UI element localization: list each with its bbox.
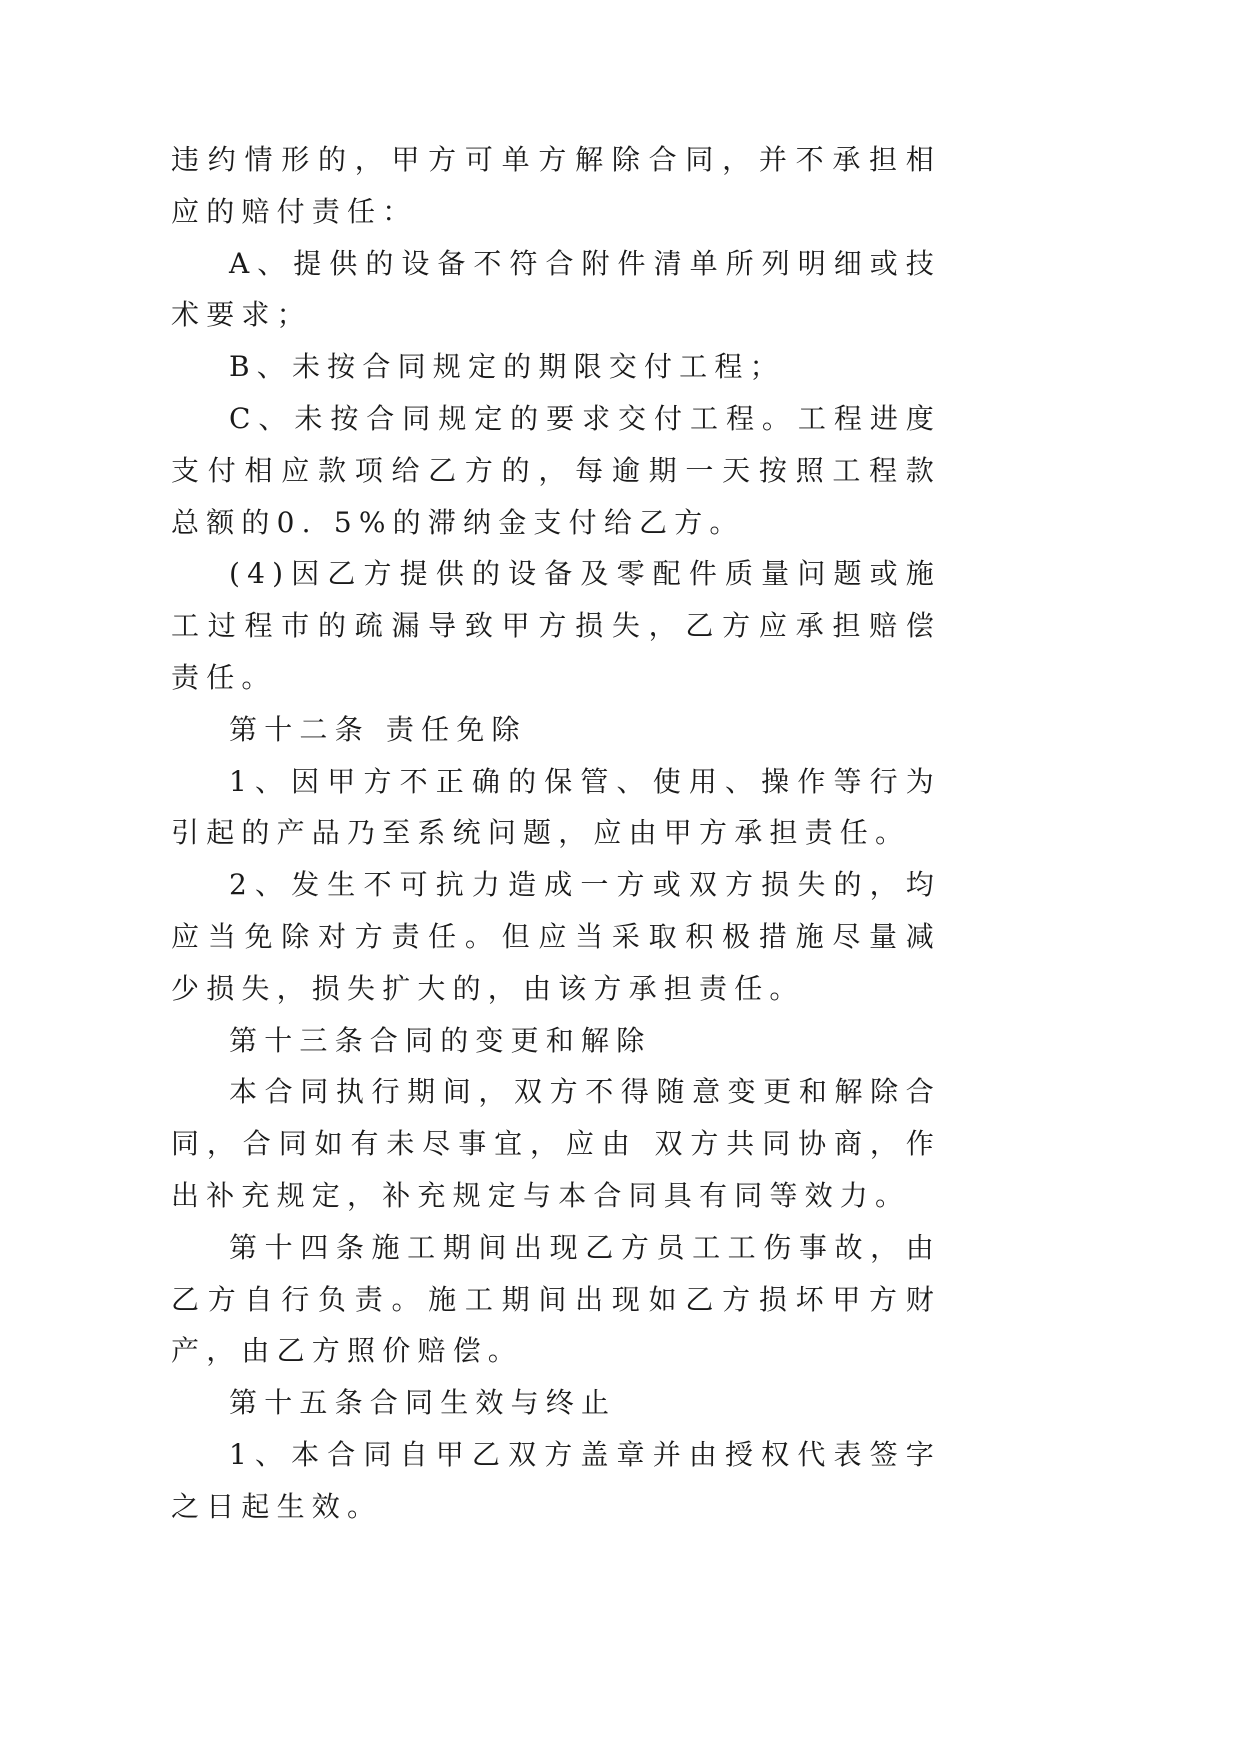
article-13-heading: 第十三条合同的变更和解除 [229, 1023, 652, 1057]
paragraph-termination-conditions: 违约情形的，甲方可单方解除合同，并不承担相应的赔付责任： [171, 143, 941, 228]
article-14-body: 第十四条施工期间出现乙方员工工伤事故，由乙方自行负责。施工期间出现如乙方损坏甲方财产，由乙方照价赔偿。 [171, 1230, 941, 1368]
article-13-body: 本合同执行期间，双方不得随意变更和解除合同，合同如有未尽事宜，应由 双方共同协商，作出补充规定，补充规定与本合同具有同等效力。 [171, 1075, 941, 1212]
paragraph-item-c: C、未按合同规定的要求交付工程。工程进度支付相应款项给乙方的，每逾期一天按照工程款总额的0. 5%的滞纳金支付给乙方。 [171, 401, 941, 539]
article-12-clause-1: 1、因甲方不正确的保管、使用、操作等行为引起的产品乃至系统问题，应由甲方承担责任。 [171, 764, 941, 850]
article-12-clause-2: 2、发生不可抗力造成一方或双方损失的，均应当免除对方责任。但应当采取积极措施尽量减少损失，损失扩大的，由该方承担责任。 [171, 868, 941, 1005]
article-15-clause-1: 1、本合同自甲乙双方盖章并由授权代表签字之日起生效。 [171, 1437, 941, 1523]
paragraph-item-b: B、未按合同规定的期限交付工程； [229, 350, 785, 384]
contract-body [171, 134, 941, 1533]
paragraph-item-a: A、提供的设备不符合附件清单所列明细或技术要求； [171, 246, 941, 332]
article-15-heading: 第十五条合同生效与终止 [229, 1386, 617, 1420]
article-12-heading: 第十二条 责任免除 [229, 712, 527, 746]
paragraph-item-4: (4)因乙方提供的设备及零配件质量问题或施工过程巿的疏漏导致甲方损失，乙方应承担赔偿责任。 [171, 557, 941, 694]
